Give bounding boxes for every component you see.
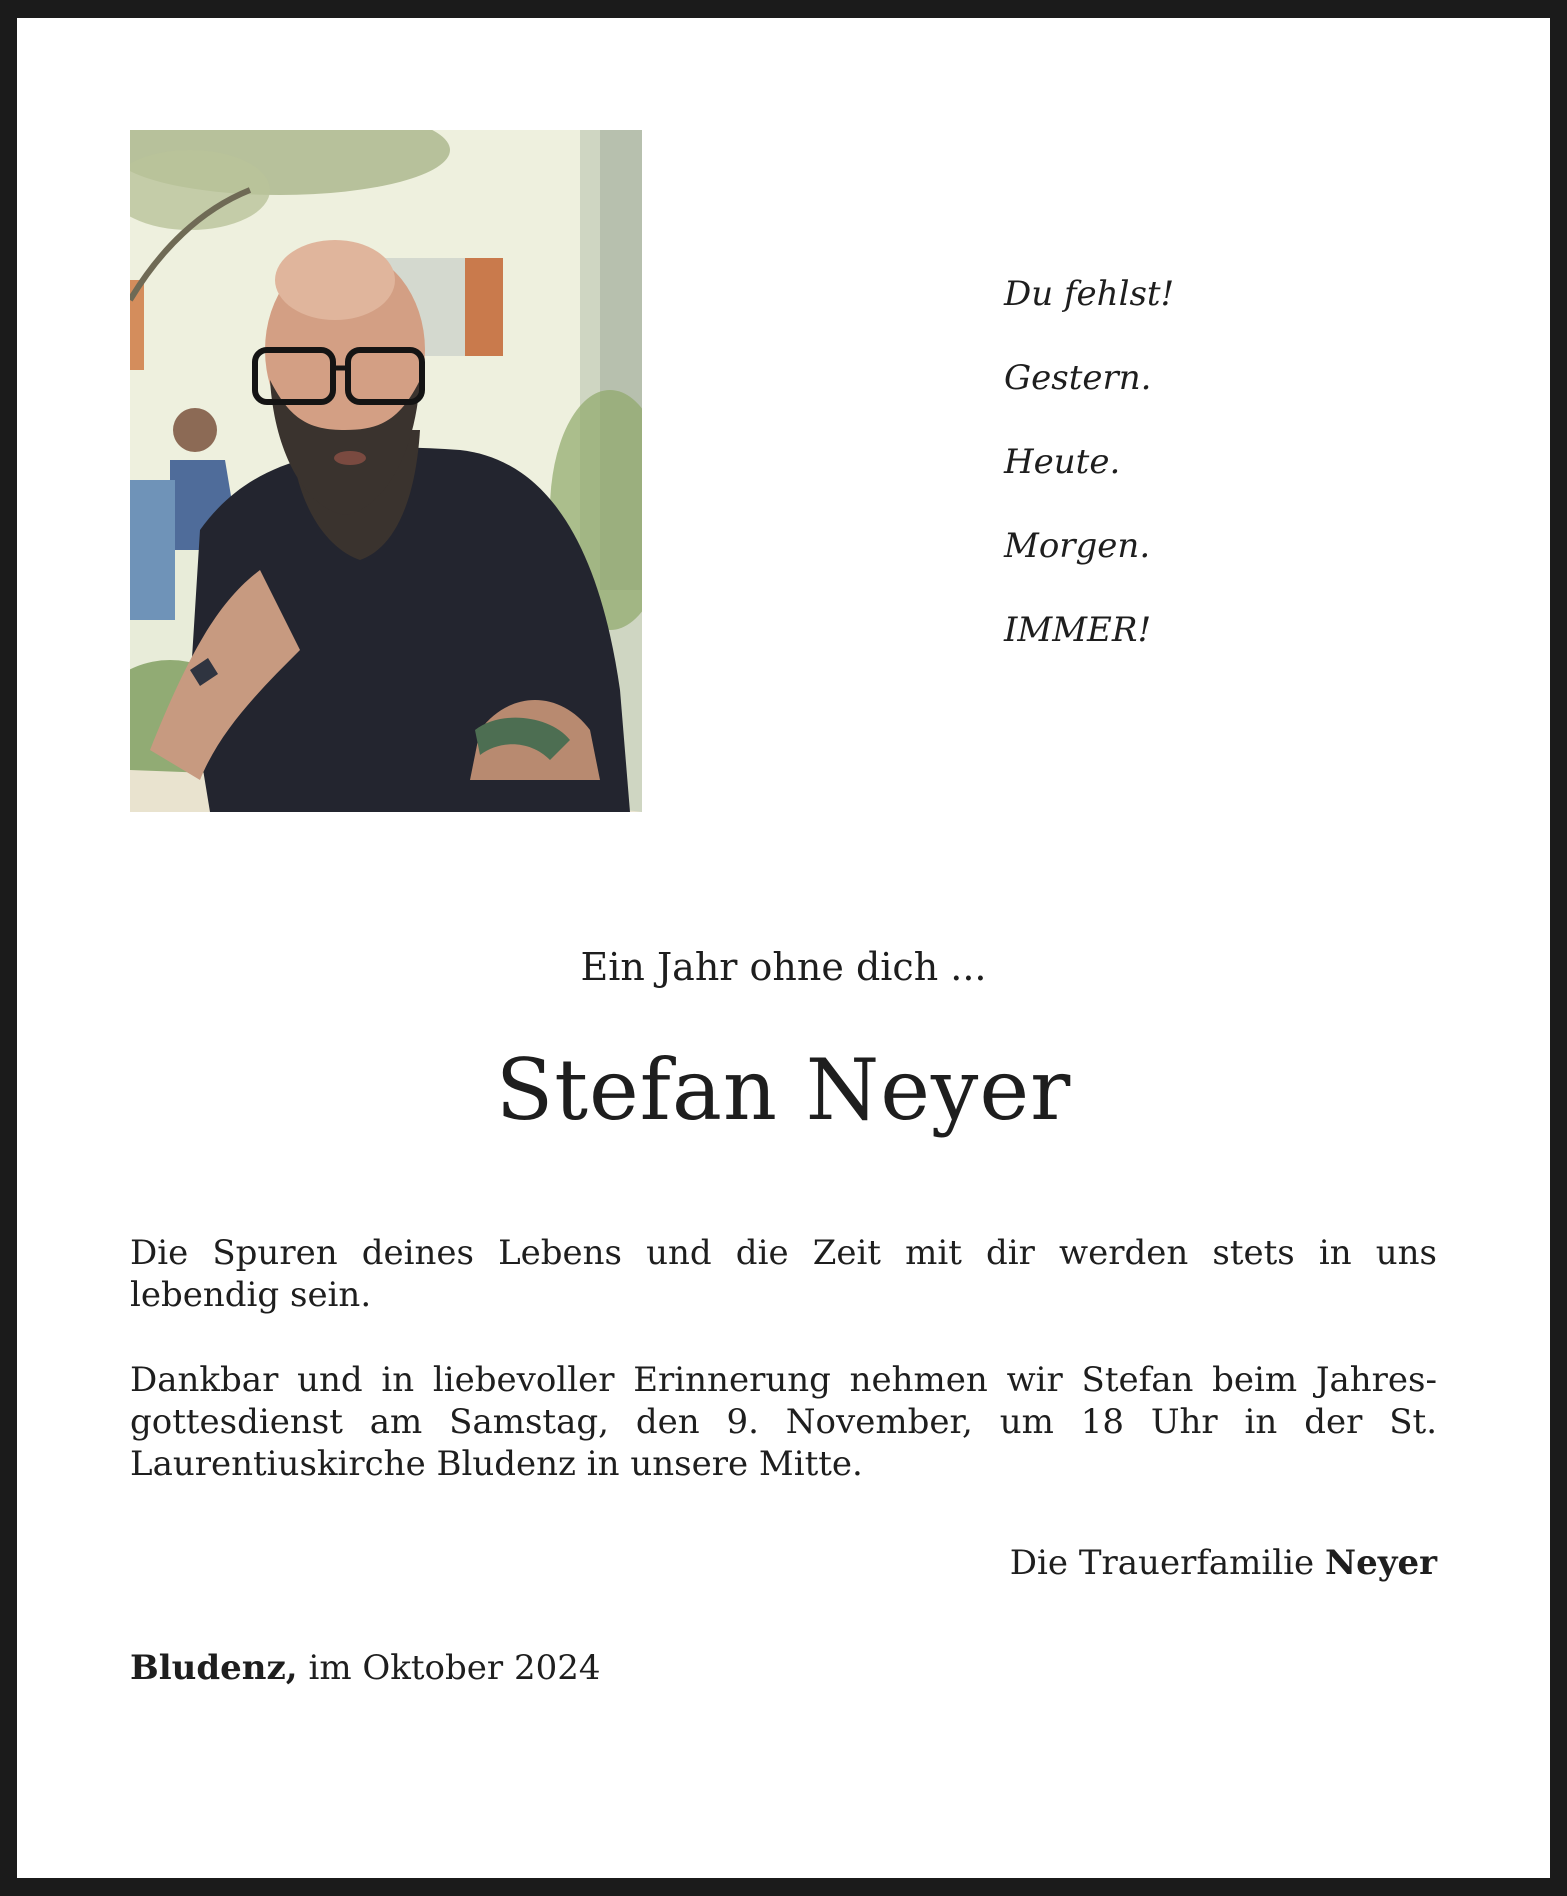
signature — [1010, 1542, 1437, 1584]
poem-line: Heute. — [1004, 442, 1121, 482]
date: im Oktober 2024 — [308, 1648, 601, 1688]
place-date — [130, 1647, 600, 1689]
signature-prefix: Die Trauerfamilie — [1009, 1543, 1315, 1583]
paragraph-memory: Die Spuren deines Lebens und die Zeit mit dir werden stets in uns lebendig sein. — [130, 1233, 1437, 1315]
poem-line: Du fehlst! — [1004, 274, 1175, 314]
deceased-name: Stefan Neyer — [495, 1041, 1072, 1139]
place: Bludenz, — [130, 1648, 298, 1688]
signature-family: Neyer — [1324, 1543, 1437, 1583]
poem — [1004, 274, 1174, 694]
paragraph-service: Dankbar und in liebevoller Erinnerung nehmen wir Stefan beim Jahresgottesdienst am Samstag, den 9. November, um 18 Uhr in der St. Laurentiuskirche Bludenz in unsere Mitte. — [130, 1360, 1437, 1484]
poem-line: Gestern. — [1004, 358, 1152, 398]
poem-line: IMMER! — [1004, 610, 1152, 650]
portrait-photo — [130, 130, 642, 812]
poem-line: Morgen. — [1004, 526, 1151, 566]
intro-line: Ein Jahr ohne dich ... — [580, 945, 987, 989]
